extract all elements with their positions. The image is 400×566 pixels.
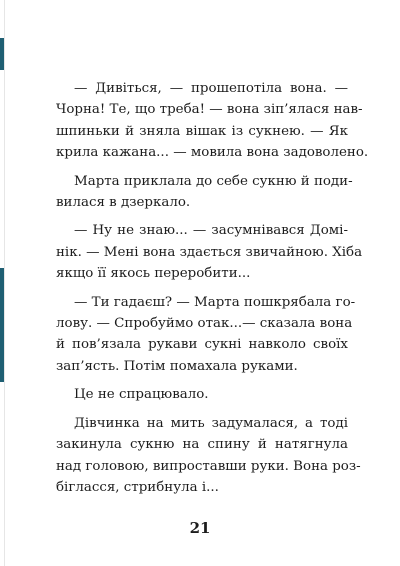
body-text [56,78,369,498]
text-line: крила кажана... — мовила вона задоволено. [56,145,369,161]
text-line: над головою, випроставши руки. Вона роз- [56,458,361,474]
text-line: — Ти гадаєш? — Марта пошкрябала го- [74,294,356,310]
text-line: — Дивіться, — прошепотіла вона. — [74,81,348,96]
page-number: 21 [189,519,211,537]
text-line: шпиньки й зняла вішак із сукнею. — Як [56,123,348,139]
text-line: бігласся, стрибнула і... [56,479,219,495]
text-line: Марта приклала до себе сукню й поди- [74,173,353,189]
text-line: закинула сукню на спину й натягнула [56,437,348,453]
text-line: зап’ясть. Потім помахала руками. [56,358,298,374]
text-line: вилася в дзеркало. [56,195,191,211]
text-line: й пов’язала рукави сукні навколо своїх [56,337,348,353]
text-line: Чорна! Те, що треба! — вона зіп’ялася нав- [56,102,363,118]
text-line: — Ну не знаю... — засумнівався Домі- [74,223,348,239]
page-edge-line [4,0,5,566]
text-line: Дівчинка на мить задумалася, а тоді [74,415,348,431]
text-line: нік. — Мені вона здається звичайною. Хіба [56,244,363,260]
text-line: лову. — Спробуймо отак...— сказала вона [56,316,353,332]
text-line: Це не спрацювало. [74,387,209,403]
text-line: якщо її якось переробити... [56,266,251,282]
